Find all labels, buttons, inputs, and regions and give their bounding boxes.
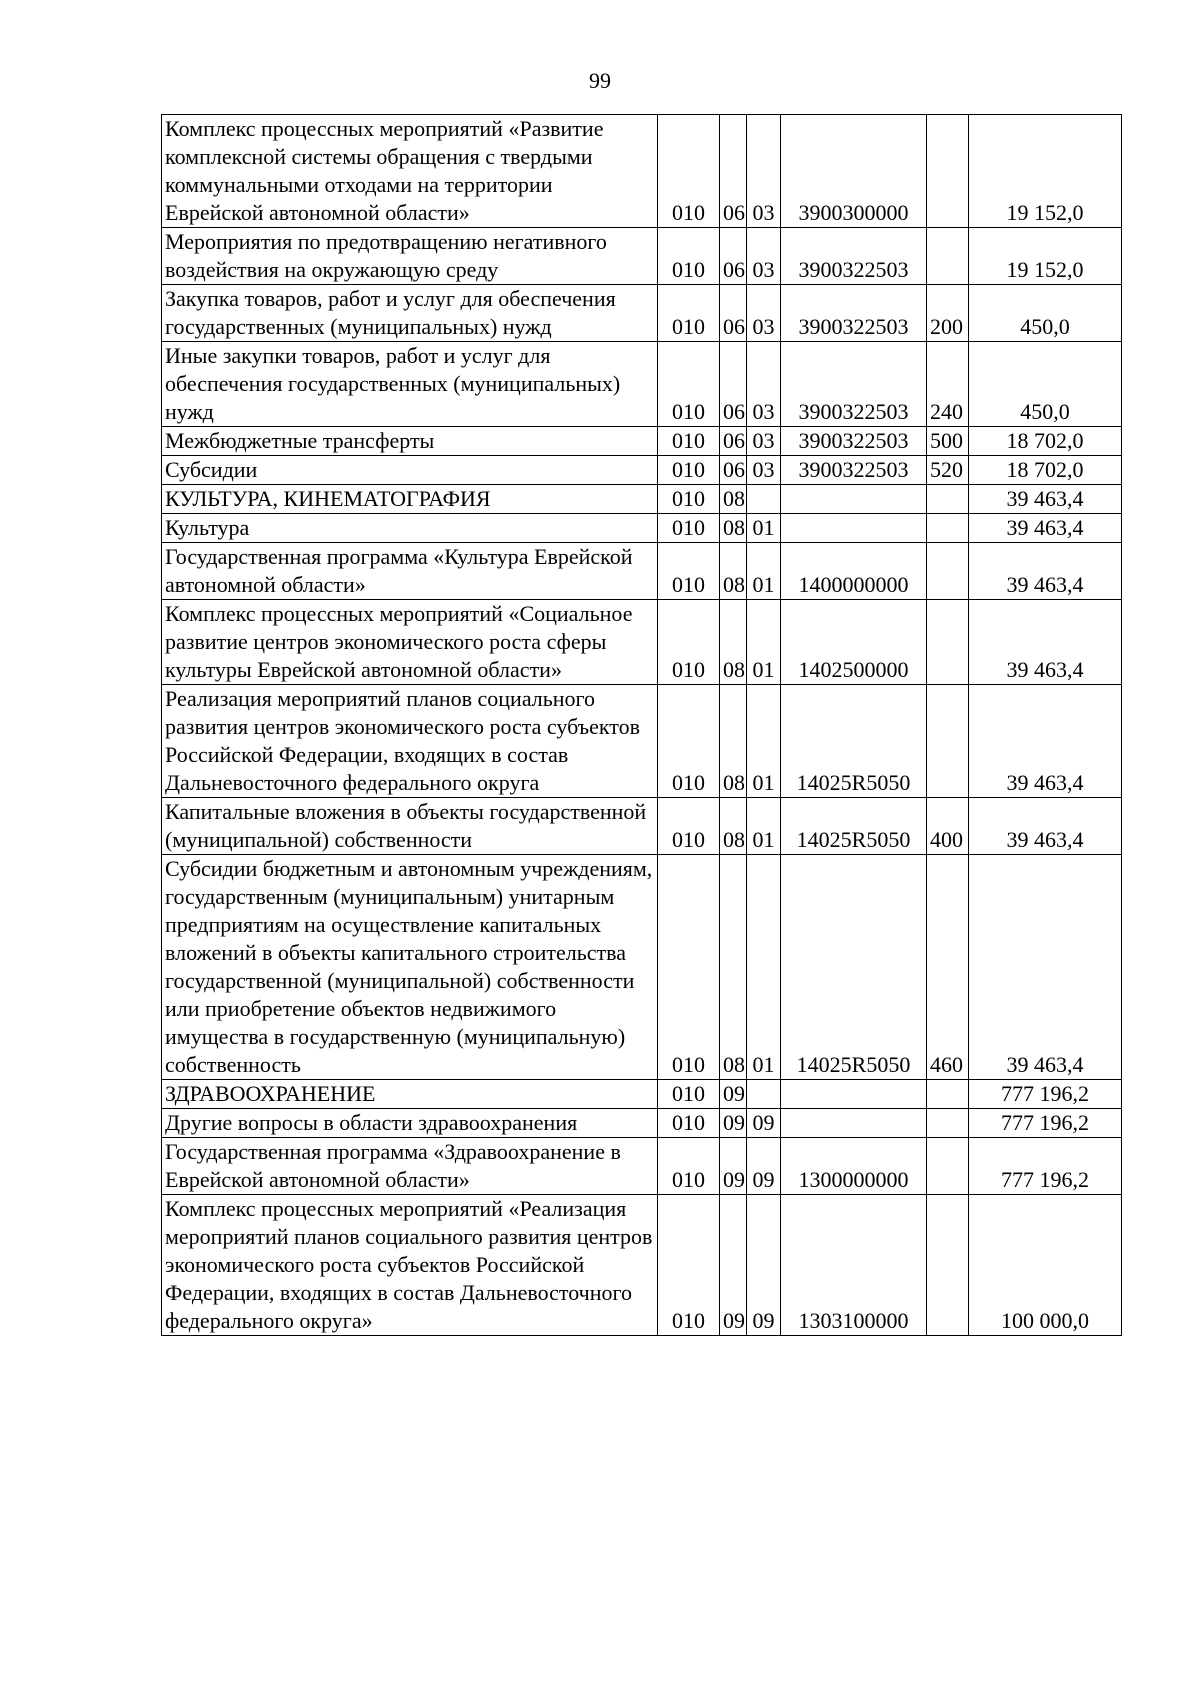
row-subsection-cell: 03 [747,115,781,228]
row-subsection-cell: 01 [747,514,781,543]
row-section-cell: 09 [720,1080,747,1109]
row-section-cell: 06 [720,115,747,228]
row-name: Комплекс процессных мероприятий «Реализация мероприятий планов социального развития центров экономического роста субъектов Российской Федерации, входящих в состав Дальневосточного федерального округа» [165,1196,653,1333]
row-sum-cell: 39 463,4 [969,485,1122,514]
row-code-cell: 010 [658,285,720,342]
budget-table [161,114,1122,1336]
row-name-cell [162,1138,658,1195]
row-sum-cell: 450,0 [969,342,1122,427]
row-sum-cell: 39 463,4 [969,855,1122,1080]
row-section-cell: 08 [720,855,747,1080]
page-number: 99 [589,68,611,93]
row-code-cell: 010 [658,228,720,285]
row-subsection-cell [747,1080,781,1109]
row-name: Капитальные вложения в объекты государственной (муниципальной) собственности [165,799,647,852]
table-row [162,798,1122,855]
row-name-cell [162,427,658,456]
table-row [162,485,1122,514]
row-article-cell: 14025R5050 [781,685,927,798]
row-sum-cell: 450,0 [969,285,1122,342]
row-name: Государственная программа «Здравоохранение в Еврейской автономной области» [165,1139,621,1192]
row-code-cell: 010 [658,514,720,543]
row-code-cell: 010 [658,855,720,1080]
row-code-cell: 010 [658,600,720,685]
row-code-cell: 010 [658,485,720,514]
table-row [162,685,1122,798]
row-expense-type-cell [927,600,969,685]
row-code-cell: 010 [658,798,720,855]
row-code-cell: 010 [658,342,720,427]
row-section-cell: 08 [720,798,747,855]
table-row [162,855,1122,1080]
row-section-cell: 06 [720,342,747,427]
row-article-cell: 3900322503 [781,342,927,427]
row-expense-type-cell [927,514,969,543]
row-code-cell: 010 [658,1138,720,1195]
row-expense-type-cell [927,1195,969,1336]
row-article-cell: 1402500000 [781,600,927,685]
table-row [162,1080,1122,1109]
row-article-cell: 3900322503 [781,456,927,485]
row-section-cell: 06 [720,285,747,342]
row-sum-cell: 39 463,4 [969,600,1122,685]
row-section-cell: 09 [720,1109,747,1138]
row-name: Комплекс процессных мероприятий «Социальное развитие центров экономического роста сферы культуры Еврейской автономной области» [165,601,633,682]
row-expense-type-cell [927,685,969,798]
row-subsection-cell: 03 [747,456,781,485]
row-sum-cell: 19 152,0 [969,228,1122,285]
row-sum-cell: 39 463,4 [969,514,1122,543]
row-subsection-cell: 03 [747,285,781,342]
row-name: Межбюджетные трансферты [165,428,435,453]
row-article-cell: 1303100000 [781,1195,927,1336]
row-expense-type-cell [927,228,969,285]
row-article-cell: 3900322503 [781,427,927,456]
row-code-cell: 010 [658,1080,720,1109]
row-sum-cell: 18 702,0 [969,427,1122,456]
table-row [162,285,1122,342]
row-article-cell: 3900300000 [781,115,927,228]
row-name: Мероприятия по предотвращению негативного воздействия на окружающую среду [165,229,607,282]
row-name: Культура [165,515,250,540]
row-expense-type-cell [927,1080,969,1109]
row-subsection-cell: 01 [747,685,781,798]
row-name-cell [162,514,658,543]
row-article-cell [781,1109,927,1138]
row-code-cell: 010 [658,1109,720,1138]
row-name-cell [162,228,658,285]
row-name-cell [162,1109,658,1138]
row-subsection-cell: 01 [747,855,781,1080]
row-article-cell: 14025R5050 [781,855,927,1080]
row-subsection-cell: 01 [747,543,781,600]
row-expense-type-cell: 500 [927,427,969,456]
row-sum-cell: 39 463,4 [969,685,1122,798]
table-row [162,1109,1122,1138]
row-article-cell [781,514,927,543]
row-name-cell [162,115,658,228]
row-section-cell: 06 [720,228,747,285]
row-code-cell: 010 [658,456,720,485]
row-sum-cell: 777 196,2 [969,1109,1122,1138]
table-row [162,342,1122,427]
table-row [162,228,1122,285]
table-row [162,115,1122,228]
row-article-cell: 3900322503 [781,285,927,342]
row-code-cell: 010 [658,115,720,228]
row-subsection-cell: 01 [747,600,781,685]
row-sum-cell: 18 702,0 [969,456,1122,485]
row-section-cell: 09 [720,1138,747,1195]
table-row [162,427,1122,456]
row-name-cell [162,1080,658,1109]
row-expense-type-cell: 400 [927,798,969,855]
row-name: Субсидии бюджетным и автономным учреждениям, государственным (муниципальным) унитарным предприятиям на осуществление капитальных вложений в объекты капитального строительства государственной (муниципальной) собственности или приобретение объектов недвижимого имущества в государственную (муниципальную) собственность [165,856,653,1077]
row-expense-type-cell: 240 [927,342,969,427]
table-row [162,514,1122,543]
row-name-cell [162,485,658,514]
row-code-cell: 010 [658,543,720,600]
row-sum-cell: 100 000,0 [969,1195,1122,1336]
row-subsection-cell: 09 [747,1109,781,1138]
row-sum-cell: 39 463,4 [969,798,1122,855]
row-article-cell: 1400000000 [781,543,927,600]
row-name: Другие вопросы в области здравоохранения [165,1110,578,1135]
row-subsection-cell: 03 [747,427,781,456]
row-subsection-cell: 09 [747,1195,781,1336]
row-article-cell: 14025R5050 [781,798,927,855]
row-expense-type-cell [927,1138,969,1195]
row-name: Государственная программа «Культура Еврейской автономной области» [165,544,633,597]
row-name-cell [162,285,658,342]
row-expense-type-cell: 460 [927,855,969,1080]
row-name-cell [162,685,658,798]
row-article-cell: 3900322503 [781,228,927,285]
table-row [162,543,1122,600]
row-name-cell [162,798,658,855]
row-subsection-cell: 03 [747,342,781,427]
row-name-cell [162,456,658,485]
row-name: Реализация мероприятий планов социального развития центров экономического роста субъектов Российской Федерации, входящих в состав Дальневосточного федерального округа [165,686,640,795]
row-section-cell: 08 [720,485,747,514]
row-sum-cell: 777 196,2 [969,1080,1122,1109]
row-article-cell [781,1080,927,1109]
row-section-cell: 09 [720,1195,747,1336]
row-name-cell [162,543,658,600]
row-expense-type-cell [927,543,969,600]
row-expense-type-cell [927,485,969,514]
row-section-cell: 08 [720,514,747,543]
row-name-cell [162,600,658,685]
row-section-cell: 08 [720,685,747,798]
row-expense-type-cell: 200 [927,285,969,342]
table-row [162,1195,1122,1336]
row-name: Закупка товаров, работ и услуг для обеспечения государственных (муниципальных) нужд [165,286,616,339]
row-subsection-cell: 09 [747,1138,781,1195]
row-expense-type-cell: 520 [927,456,969,485]
row-article-cell: 1300000000 [781,1138,927,1195]
row-name: ЗДРАВООХРАНЕНИЕ [165,1081,376,1106]
row-sum-cell: 19 152,0 [969,115,1122,228]
table-row [162,600,1122,685]
row-name: Иные закупки товаров, работ и услуг для обеспечения государственных (муниципальных) нужд [165,343,621,424]
row-name-cell [162,1195,658,1336]
row-expense-type-cell [927,115,969,228]
row-article-cell [781,485,927,514]
row-code-cell: 010 [658,1195,720,1336]
row-sum-cell: 39 463,4 [969,543,1122,600]
budget-table-body [162,115,1122,1336]
table-row [162,456,1122,485]
row-name-cell [162,342,658,427]
row-subsection-cell: 01 [747,798,781,855]
row-name: КУЛЬТУРА, КИНЕМАТОГРАФИЯ [165,486,491,511]
row-section-cell: 06 [720,427,747,456]
row-subsection-cell: 03 [747,228,781,285]
row-section-cell: 08 [720,600,747,685]
row-code-cell: 010 [658,427,720,456]
row-section-cell: 08 [720,543,747,600]
row-name: Комплекс процессных мероприятий «Развитие комплексной системы обращения с твердыми коммунальными отходами на территории Еврейской автономной области» [165,116,604,225]
row-sum-cell: 777 196,2 [969,1138,1122,1195]
row-section-cell: 06 [720,456,747,485]
row-subsection-cell [747,485,781,514]
row-code-cell: 010 [658,685,720,798]
row-name: Субсидии [165,457,258,482]
table-row [162,1138,1122,1195]
row-name-cell [162,855,658,1080]
row-expense-type-cell [927,1109,969,1138]
